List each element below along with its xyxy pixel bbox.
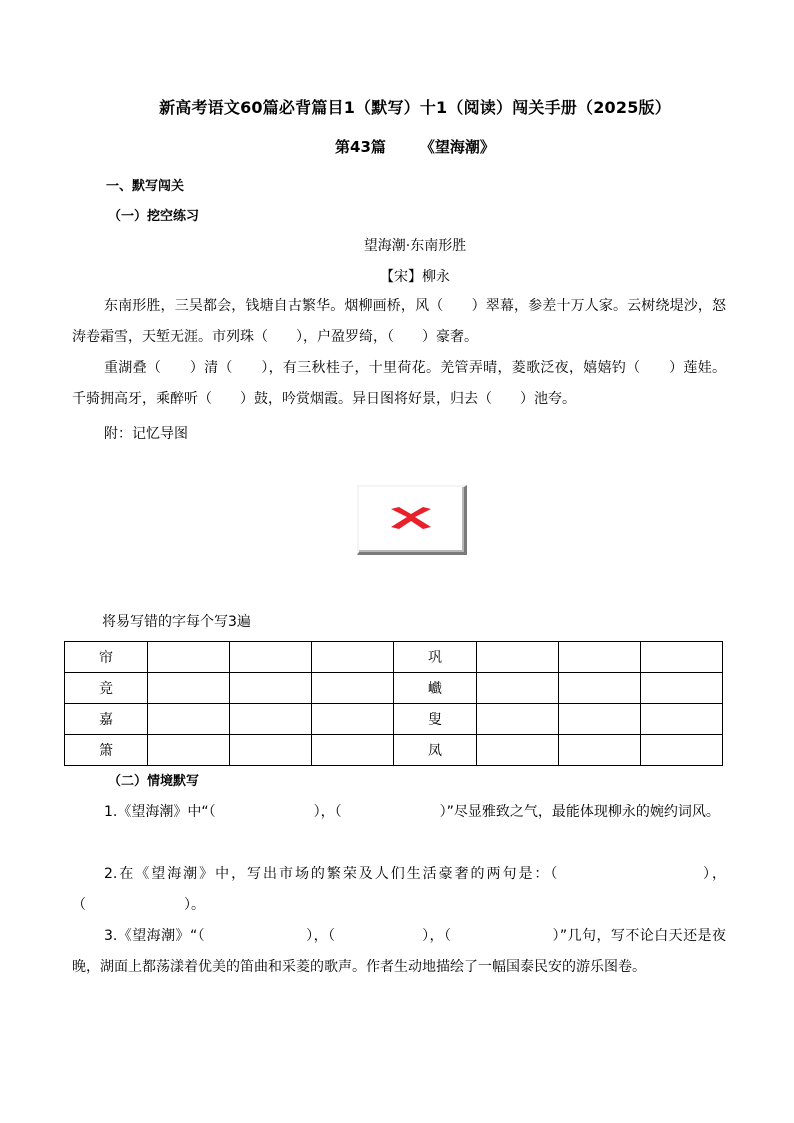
practice-cell[interactable] xyxy=(312,704,394,735)
memory-map-note: 附：记忆导图 xyxy=(104,426,188,442)
practice-cell[interactable] xyxy=(148,642,230,673)
practice-cell[interactable] xyxy=(230,642,312,673)
article-name: 《望海潮》 xyxy=(419,138,495,156)
broken-image-icon xyxy=(357,485,467,555)
char-cell: 叟 xyxy=(394,704,477,735)
practice-cell[interactable] xyxy=(559,642,641,673)
practice-cell[interactable] xyxy=(312,735,394,766)
poem-paragraph-2: 重湖叠（ ）清（ ），有三秋桂子，十里荷花。羌管弄晴，菱歌泛夜，嬉嬉钓（ ）莲娃。千骑拥高牙，乘醉听（ ）鼓，吟赏烟霞。异日图将好景，归去（ ）池夸。 xyxy=(72,360,726,407)
practice-cell[interactable] xyxy=(477,735,559,766)
practice-cell[interactable] xyxy=(148,704,230,735)
poem-author: 【宋】柳永 xyxy=(380,269,450,285)
table-caption: 将易写错的字每个写3遍 xyxy=(102,614,251,630)
table-row xyxy=(65,735,723,766)
table-row xyxy=(65,673,723,704)
table-row xyxy=(65,642,723,673)
practice-cell[interactable] xyxy=(559,704,641,735)
document-title: 新高考语文60篇必背篇目1（默写）十1（阅读）闯关手册（2025版） xyxy=(159,98,671,117)
char-cell: 竞 xyxy=(65,673,148,704)
practice-characters-table xyxy=(64,641,723,766)
subsection-heading-context-dictation: （二）情境默写 xyxy=(108,774,200,789)
practice-cell[interactable] xyxy=(312,673,394,704)
article-heading xyxy=(0,136,794,157)
practice-cell[interactable] xyxy=(559,673,641,704)
red-x-icon xyxy=(385,503,437,535)
practice-cell[interactable] xyxy=(477,704,559,735)
char-cell: 凤 xyxy=(394,735,477,766)
practice-cell[interactable] xyxy=(148,673,230,704)
char-cell: 巇 xyxy=(394,673,477,704)
char-cell: 嘉 xyxy=(65,704,148,735)
practice-cell[interactable] xyxy=(230,673,312,704)
section-heading-dictation: 一、默写闯关 xyxy=(106,179,185,194)
poem-title: 望海潮·东南形胜 xyxy=(363,238,467,254)
char-cell: 巩 xyxy=(394,642,477,673)
practice-cell[interactable] xyxy=(559,735,641,766)
practice-cell[interactable] xyxy=(230,735,312,766)
practice-cell[interactable] xyxy=(641,735,723,766)
practice-cell[interactable] xyxy=(477,642,559,673)
char-cell: 箫 xyxy=(65,735,148,766)
practice-cell[interactable] xyxy=(312,642,394,673)
article-number: 第43篇 xyxy=(335,138,386,156)
practice-cell[interactable] xyxy=(641,673,723,704)
question-1: 1.《望海潮》中“（ ），（ ）”尽显雅致之气，最能体现柳永的婉约词风。 xyxy=(104,804,720,820)
practice-cell[interactable] xyxy=(641,704,723,735)
poem-paragraph-1: 东南形胜，三吴都会，钱塘自古繁华。烟柳画桥，风（ ）翠幕，参差十万人家。云树绕堤沙，怒涛卷霜雪，天堑无涯。市列珠（ ），户盈罗绮，（ ）豪奢。 xyxy=(72,298,726,345)
char-cell: 帘 xyxy=(65,642,148,673)
question-2: 2.在《望海潮》中，写出市场的繁荣及人们生活豪奢的两句是：（ ），（ ）。 xyxy=(72,866,726,913)
practice-cell[interactable] xyxy=(230,704,312,735)
table-row xyxy=(65,704,723,735)
practice-cell[interactable] xyxy=(477,673,559,704)
practice-cell[interactable] xyxy=(641,642,723,673)
subsection-heading-fill-blank: （一）挖空练习 xyxy=(108,209,200,224)
question-3: 3.《望海潮》“（ ），（ ），（ ）”几句，写不论白天还是夜晚，湖面上都荡漾着优美的笛曲和采菱的歌声。作者生动地描绘了一幅国泰民安的游乐图卷。 xyxy=(72,928,726,975)
practice-cell[interactable] xyxy=(148,735,230,766)
